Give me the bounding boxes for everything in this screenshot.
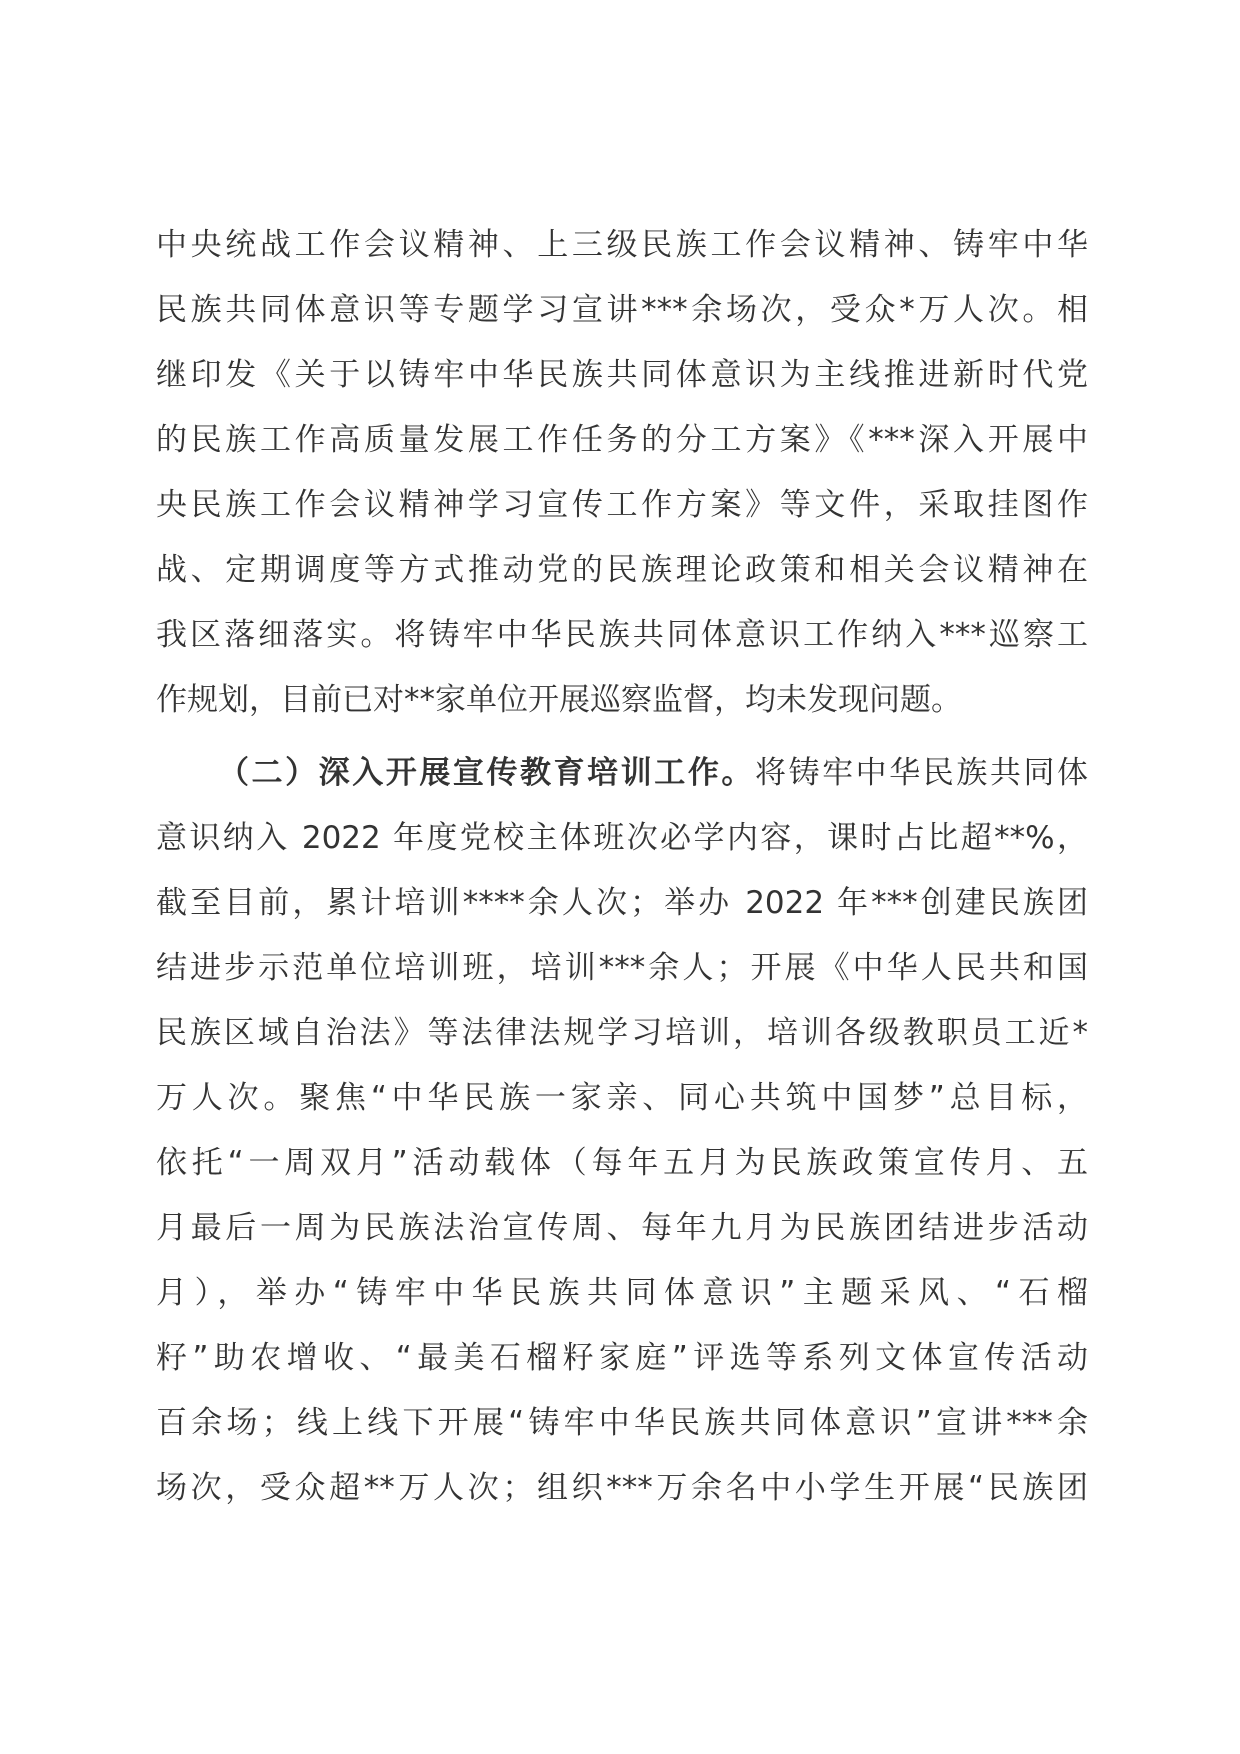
paragraph-line: 结进步示范单位培训班，培训***余人；开展《中华人民共和国 [156, 950, 1088, 986]
paragraph-line: 战、定期调度等方式推动党的民族理论政策和相关会议精神在 [156, 552, 1088, 588]
paragraph-1 [156, 213, 1088, 733]
paragraph-line: 民族区域自治法》等法律法规学习培训，培训各级教职员工近* [156, 1015, 1088, 1051]
paragraph-line: 百余场；线上线下开展“铸牢中华民族共同体意识”宣讲***余 [156, 1405, 1088, 1441]
paragraph-line: 民族共同体意识等专题学习宣讲***余场次，受众*万人次。相 [156, 292, 1088, 328]
paragraph-line: 依托“一周双月”活动载体（每年五月为民族政策宣传月、五 [156, 1145, 1088, 1181]
paragraph-line: 继印发《关于以铸牢中华民族共同体意识为主线推进新时代党 [156, 357, 1088, 393]
paragraph-line: 中央统战工作会议精神、上三级民族工作会议精神、铸牢中华 [156, 227, 1088, 263]
paragraph-line: 截至目前，累计培训****余人次；举办 2022 年***创建民族团 [156, 885, 1088, 921]
paragraph-2 [156, 741, 1088, 1521]
paragraph-line: 场次，受众超**万人次；组织***万余名中小学生开展“民族团 [156, 1470, 1088, 1506]
paragraph-first-line [156, 741, 1088, 806]
paragraph-line: 作规划，目前已对**家单位开展巡察监督，均未发现问题。 [156, 682, 962, 718]
paragraph-line-rest: 将铸牢中华民族共同体 [754, 755, 1089, 791]
paragraph-line: 籽”助农增收、“最美石榴籽家庭”评选等系列文体宣传活动 [156, 1340, 1088, 1376]
paragraph-line: 我区落细落实。将铸牢中华民族共同体意识工作纳入***巡察工 [156, 617, 1088, 653]
paragraph-line: 月最后一周为民族法治宣传周、每年九月为民族团结进步活动 [156, 1210, 1088, 1246]
section-heading: （二）深入开展宣传教育培训工作。 [218, 755, 755, 791]
paragraph-line: 意识纳入 2022 年度党校主体班次必学内容，课时占比超**%， [156, 820, 1088, 856]
paragraph-line: 万人次。聚焦“中华民族一家亲、同心共筑中国梦”总目标， [156, 1080, 1088, 1116]
paragraph-line: 的民族工作高质量发展工作任务的分工方案》《***深入开展中 [156, 422, 1088, 458]
paragraph-line: 月），举办“铸牢中华民族共同体意识”主题采风、“石榴 [156, 1275, 1088, 1311]
paragraph-line: 央民族工作会议精神学习宣传工作方案》等文件，采取挂图作 [156, 487, 1088, 523]
